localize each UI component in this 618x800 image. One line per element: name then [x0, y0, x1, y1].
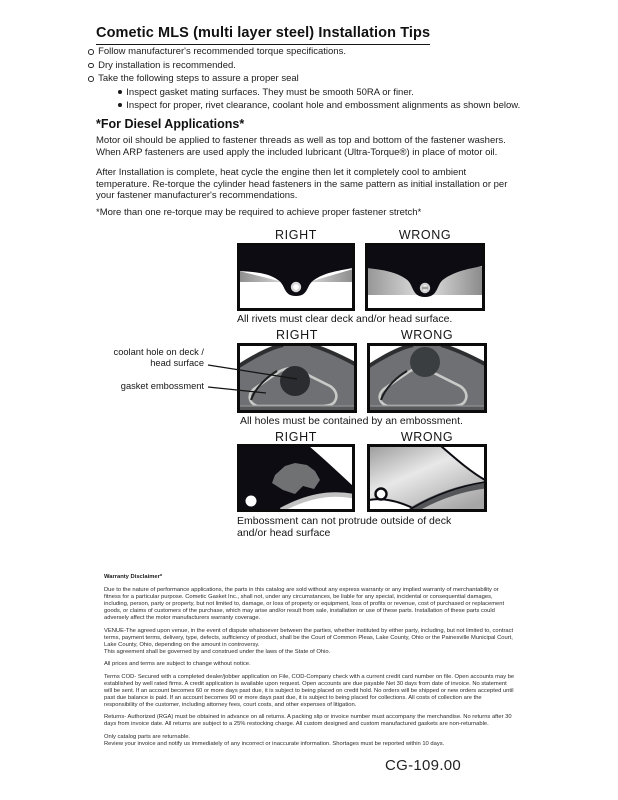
- diesel-paragraph-1: Motor oil should be applied to fastener threads as well as top and bottom of the fastener washers. When ARP fasteners are used apply the included lubricant (Ultra-Torque®) in place of motor oil.: [96, 135, 506, 158]
- right-label: RIGHT: [275, 228, 317, 242]
- open-bullet-icon: [88, 76, 94, 82]
- list-item-text: Take the following steps to assure a proper seal: [98, 73, 299, 84]
- coolant-hole-callout: coolant hole on deck / head surface: [113, 347, 204, 368]
- pair3-caption: Embossment can not protrude outside of deck and/or head surface: [237, 515, 452, 539]
- legal-paragraph: VENUE-The agreed upon venue, in the event of dispute whatsoever between the parties, whether instituted by either party, including, but not limited to, contract terms, payment terms, delivery, type, defects, sufficiency of product, shall be the Court of Common Pleas, Lake County, Ohio or the Painesville Municipal Court, Lake County, Ohio, depending on the amount in controversy.: [104, 627, 514, 648]
- page-title: Cometic MLS (multi layer steel) Installation Tips: [96, 25, 430, 45]
- list-item-text: Dry installation is recommended.: [98, 59, 236, 71]
- diagram-protrusion-wrong: [367, 444, 487, 512]
- list-item-text: Inspect for proper, rivet clearance, coolant hole and embossment alignments as shown below.: [126, 100, 521, 111]
- pair1-caption: All rivets must clear deck and/or head surface.: [237, 313, 453, 325]
- diagram-embossment-wrong: [367, 343, 487, 413]
- diesel-paragraph-2: After Installation is complete, heat cycle the engine then let it completely cool to ambient temperature. Re-torque the cylinder head fasteners in the same pattern as initial installation or per your fastener manufacturer's recommendations.: [96, 167, 508, 202]
- list-item-text: Inspect gasket mating surfaces. They must be smooth 50RA or finer.: [126, 86, 414, 98]
- installation-tips-list: [88, 45, 568, 113]
- retorque-note: *More than one re-torque may be required to achieve proper fastener stretch*: [96, 207, 422, 218]
- pair2-caption: All holes must be contained by an embossment.: [240, 415, 463, 427]
- filled-bullet-icon: [118, 90, 122, 94]
- legal-paragraph: This agreement shall be governed by and construed under the laws of the State of Ohio.: [104, 648, 331, 655]
- right-label: RIGHT: [275, 430, 317, 444]
- list-item: [88, 99, 568, 113]
- diagram-protrusion-right: [237, 444, 355, 512]
- page-code: CG-109.00: [385, 757, 462, 774]
- filled-bullet-icon: [118, 103, 122, 107]
- legal-paragraph: Only catalog parts are returnable.: [104, 733, 191, 740]
- list-item: [88, 86, 568, 100]
- warranty-disclaimer-block: [104, 574, 516, 748]
- list-item-text: Follow manufacturer's recommended torque specifications.: [98, 46, 346, 57]
- gasket-embossment-callout: gasket embossment: [120, 381, 204, 391]
- wrong-label: WRONG: [400, 328, 454, 342]
- wrong-label: WRONG: [398, 228, 452, 242]
- legal-paragraph: Due to the nature of performance applications, the parts in this catalog are sold without any express warranty or any implied warranty of merchantability or fitness for a particular purpose. Cometic Gasket Inc., shall not, under any circumstances, be liable for any special, incidental or consequential damages, including, person, party or property, but not limited to, damage, or loss of property or equipment, loss of profits or revenue, cost of purchased or replacement goods, or claims of customers of the purchase, which may arise and/or result from sale, installation or use of these parts. Installation of these parts could adversely affect the motor manufacturers warranty coverage.: [104, 587, 505, 621]
- diagram-rivet-right: [237, 243, 355, 311]
- list-item: [88, 45, 568, 59]
- right-label: RIGHT: [276, 328, 318, 342]
- diesel-heading: *For Diesel Applications*: [96, 117, 245, 131]
- callout-pointer-lines: [204, 350, 304, 398]
- diagram-rivet-wrong: [365, 243, 485, 311]
- open-bullet-icon: [88, 49, 94, 55]
- legal-paragraph: All prices and terms are subject to change without notice.: [104, 661, 251, 667]
- list-item: [88, 72, 568, 86]
- legal-paragraph: Returns- Authorized (RGA) must be obtained in advance on all returns. A packing slip or invoice number must accompany the merchandise. No returns after 30 days from invoice date. All returns are subject to a 25% restocking charge. All custom designed and custom manufactured gaskets are non-returnable.: [104, 714, 512, 727]
- legal-paragraph: Terms COD- Secured with a completed dealer/jobber application on File, COD-Company check with a current credit card number on file. Open accounts may be established by well rated firms. A credit application is available upon request. Open accounts are due payable Net 30 days from date of invoice. No statement will be sent. If an account becomes 60 or more days past due, it is subject to being placed on credit hold. No orders will be shipped or new orders accepted until past due balance is paid. If an account becomes 90 or more days past due, it is subject to being placed for collections. All costs of collection are the responsibility of the customer, including attorney fees, court costs, and other expenses of litigation.: [104, 673, 515, 708]
- wrong-label: WRONG: [400, 430, 454, 444]
- legal-paragraph: Review your invoice and notify us immediately of any incorrect or inaccurate information. Shortages must be reported within 10 days.: [104, 740, 445, 747]
- list-item: [88, 59, 568, 73]
- open-bullet-icon: [88, 63, 94, 69]
- warranty-heading: Warranty Disclaimer*: [104, 574, 163, 580]
